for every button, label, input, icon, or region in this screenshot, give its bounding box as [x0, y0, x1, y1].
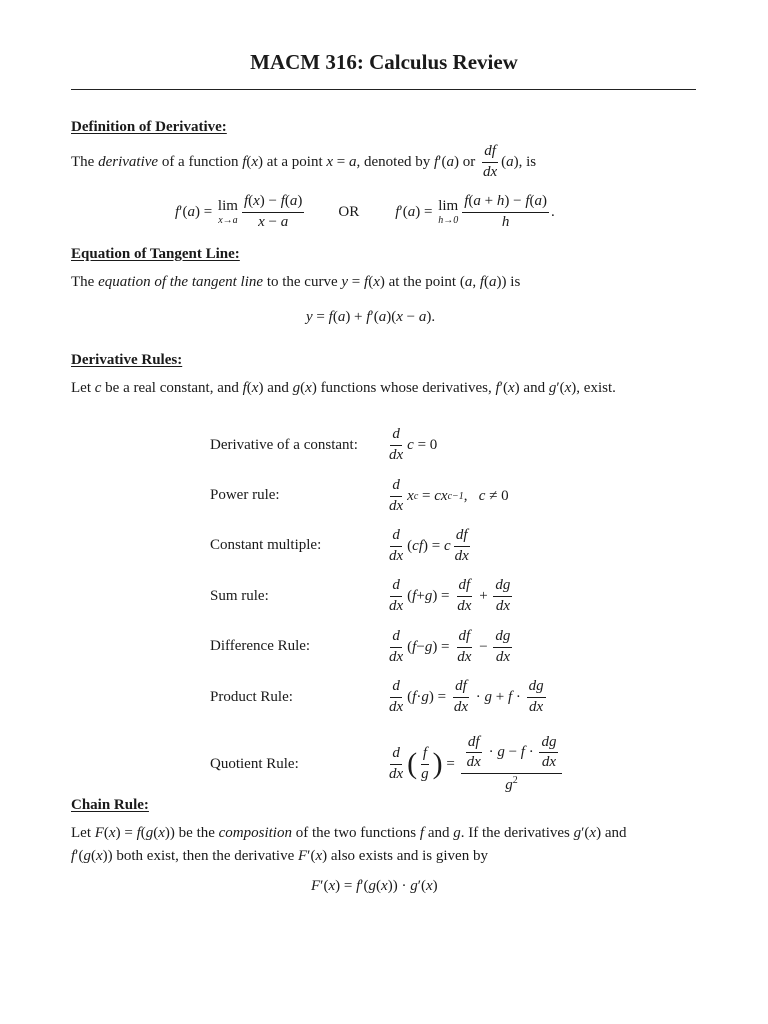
title-divider: [71, 89, 696, 90]
derivative-definition-formula: f ′( a ) = lim x→a $\frac{f(x) - f(a)}{x - a}$ OR f ′( a ) = lim h→0 $\frac{f(a + h) - f(a)}{h}$ .: [175, 193, 555, 230]
rule-label-sum: Sum rule:: [210, 588, 269, 604]
rules-intro: Let c be a real constant, and f(x) and g(x) functions whose derivatives, f′(x) and g′(x), exist.: [71, 380, 616, 396]
rule-label-quotient: Quotient Rule:: [210, 756, 299, 772]
rule-formula-sum: $\frac{d}{dx}$ ( f + g ) = $\frac{df}{dx}$ + $\frac{dg}{dx}$: [389, 577, 511, 614]
rule-formula-power: $\frac{d}{dx}$ x c = cx c−1 , c ≠ 0: [389, 477, 509, 514]
tangent-heading: Equation of Tangent Line:: [71, 246, 240, 262]
chain-line-1: Let F(x) = f(g(x)) be the composition of the two functions f and g. If the derivatives g′(x) and: [71, 825, 627, 841]
rule-label-constant-multiple: Constant multiple:: [210, 537, 322, 553]
rule-formula-constant: $\frac{d}{dx}$ c = 0: [389, 426, 438, 463]
page-title: MACM 316: Calculus Review: [250, 50, 518, 74]
chain-line-2: f′(g(x)) both exist, then the derivative F′(x) also exists and is given by: [71, 848, 488, 864]
rule-label-power: Power rule:: [210, 487, 280, 503]
rule-label-constant: Derivative of a constant:: [210, 437, 358, 453]
chain-formula: F′(x) = f′(g(x)) · g′(x): [311, 878, 438, 894]
rule-formula-product: $\frac{d}{dx}$ ( f · g ) = $\frac{df}{dx}$ · g + f · $\frac{dg}{dx}$: [389, 678, 544, 715]
tangent-intro: The equation of the tangent line to the curve y = f(x) at the point (a, f(a)) is: [71, 274, 521, 290]
tangent-formula: y = f(a) + f′(a)(x − a).: [306, 309, 436, 325]
chain-heading: Chain Rule:: [71, 797, 149, 813]
rules-heading: Derivative Rules:: [71, 352, 183, 368]
rule-formula-quotient: $\frac{d}{dx}$ ( $\frac{f}{g}$ ) = $\frac{df}{dx}$ · g − f · $\frac{dg}{dx}$ $g^2$: [385, 728, 564, 800]
definition-heading: Definition of Derivative:: [71, 119, 227, 135]
rule-label-difference: Difference Rule:: [210, 638, 311, 654]
rule-formula-constant-multiple: $\frac{d}{dx}$ ( cf ) = c $\frac{df}{dx}$: [389, 527, 469, 564]
or-label: OR: [338, 203, 360, 220]
rule-formula-difference: $\frac{d}{dx}$ ( f − g ) = $\frac{df}{dx}$ − $\frac{dg}{dx}$: [389, 628, 511, 665]
rule-label-product: Product Rule:: [210, 689, 293, 705]
definition-intro: The derivative of a function f ( x ) at a point x = a , denoted by f ′( a ) or $\frac{df}{dx}$ ( a ) , is: [71, 143, 537, 180]
